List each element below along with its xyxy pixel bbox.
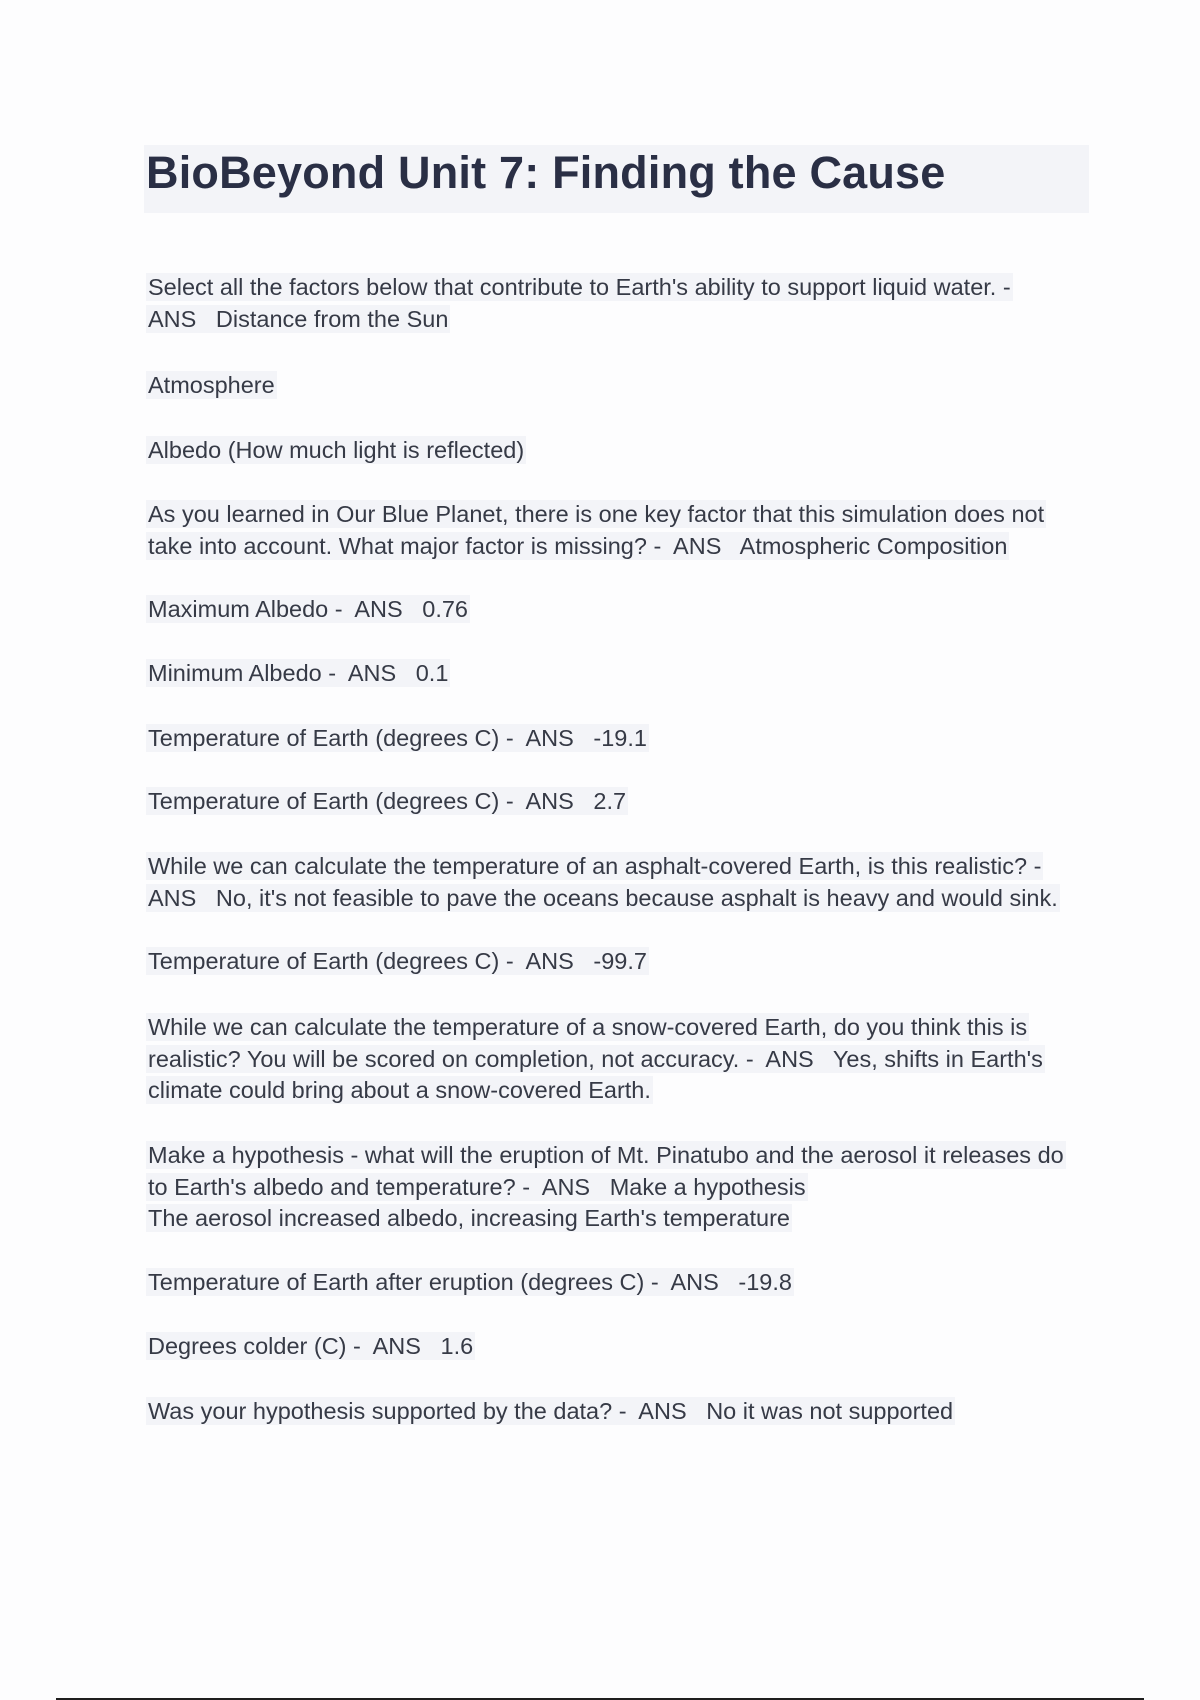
qa-item bbox=[146, 1267, 1096, 1299]
qa-item bbox=[146, 658, 1096, 690]
qa-item bbox=[146, 272, 1096, 335]
qa-line: The aerosol increased albedo, increasing Earth's temperature bbox=[148, 1205, 790, 1231]
qa-item bbox=[146, 435, 1096, 467]
qa-line: climate could bring about a snow-covered Earth. bbox=[148, 1077, 651, 1103]
qa-line: Select all the factors below that contribute to Earth's ability to support liquid water. - bbox=[148, 274, 1011, 300]
qa-line: Degrees colder (C) - ANS 1.6 bbox=[148, 1333, 474, 1359]
qa-item bbox=[146, 1140, 1096, 1235]
qa-item bbox=[146, 946, 1096, 978]
qa-line: Temperature of Earth (degrees C) - ANS -99.7 bbox=[148, 948, 647, 974]
qa-line: ANS Distance from the Sun bbox=[148, 305, 449, 332]
qa-line: ANS No, it's not feasible to pave the oceans because asphalt is heavy and would sink. bbox=[148, 884, 1058, 911]
qa-item bbox=[146, 786, 1096, 818]
qa-item bbox=[146, 723, 1096, 755]
qa-item bbox=[146, 499, 1096, 562]
qa-item bbox=[146, 1396, 1096, 1428]
qa-line: to Earth's albedo and temperature? - ANS Make a hypothesis bbox=[148, 1173, 806, 1200]
qa-line: Atmosphere bbox=[148, 372, 275, 398]
qa-item bbox=[146, 1012, 1096, 1107]
qa-line: take into account. What major factor is missing? - ANS Atmospheric Composition bbox=[148, 532, 1008, 559]
qa-line: Temperature of Earth (degrees C) - ANS -19.1 bbox=[148, 725, 647, 751]
qa-item bbox=[146, 594, 1096, 626]
qa-line: realistic? You will be scored on completion, not accuracy. - ANS Yes, shifts in Earth's bbox=[148, 1045, 1043, 1072]
qa-line: Temperature of Earth after eruption (degrees C) - ANS -19.8 bbox=[148, 1269, 792, 1295]
qa-item bbox=[146, 370, 1096, 402]
qa-item bbox=[146, 851, 1096, 914]
qa-line: While we can calculate the temperature of an asphalt-covered Earth, is this realistic? - bbox=[148, 853, 1042, 879]
qa-line: Temperature of Earth (degrees C) - ANS 2.7 bbox=[148, 788, 627, 814]
qa-line: Albedo (How much light is reflected) bbox=[148, 437, 525, 463]
qa-line: Was your hypothesis supported by the data? - ANS No it was not supported bbox=[148, 1398, 954, 1424]
qa-line: Make a hypothesis - what will the eruption of Mt. Pinatubo and the aerosol it releases do bbox=[148, 1142, 1064, 1168]
qa-line: As you learned in Our Blue Planet, there is one key factor that this simulation does not bbox=[148, 501, 1045, 527]
qa-line: While we can calculate the temperature of a snow-covered Earth, do you think this is bbox=[148, 1014, 1028, 1040]
qa-line: Minimum Albedo - ANS 0.1 bbox=[148, 660, 449, 686]
qa-line: Maximum Albedo - ANS 0.76 bbox=[148, 596, 469, 622]
qa-item bbox=[146, 1331, 1096, 1363]
page-title: BioBeyond Unit 7: Finding the Cause bbox=[146, 147, 946, 198]
